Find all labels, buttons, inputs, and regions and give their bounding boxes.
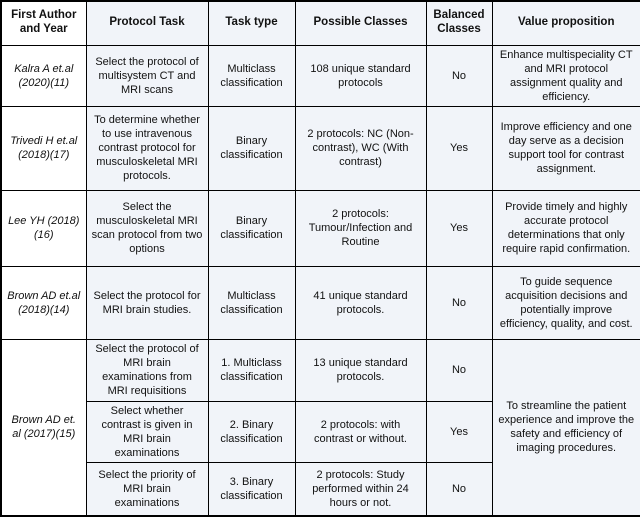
balanced-cell: Yes bbox=[426, 190, 492, 266]
task-cell: Select whether contrast is given in MRI brain examinations bbox=[86, 401, 208, 462]
balanced-cell: No bbox=[426, 266, 492, 339]
table-row-trivedi-2018 bbox=[1, 106, 640, 190]
col-header-value-proposition: Value proposition bbox=[492, 1, 640, 45]
type-cell: 1. Multiclass classification bbox=[208, 339, 295, 401]
author-cell: Lee YH (2018)(16) bbox=[1, 190, 86, 266]
task-cell: Select the protocol for MRI brain studies. bbox=[86, 266, 208, 339]
classes-cell: 13 unique standard protocols. bbox=[295, 339, 426, 401]
task-cell: Select the protocol of multisystem CT and MRI scans bbox=[86, 45, 208, 106]
task-cell: Select the protocol of MRI brain examinations from MRI requisitions bbox=[86, 339, 208, 401]
type-cell: 2. Binary classification bbox=[208, 401, 295, 462]
header-row bbox=[1, 1, 640, 45]
classes-cell: 2 protocols: with contrast or without. bbox=[295, 401, 426, 462]
col-header-task-type: Task type bbox=[208, 1, 295, 45]
task-cell: Select the musculoskeletal MRI scan protocol from two options bbox=[86, 190, 208, 266]
author-cell: Kalra A et.al (2020)(11) bbox=[1, 45, 86, 106]
table-row-lee-2018 bbox=[1, 190, 640, 266]
balanced-cell: Yes bbox=[426, 106, 492, 190]
classes-cell: 2 protocols: Study performed within 24 hours or not. bbox=[295, 463, 426, 516]
value-cell: Provide timely and highly accurate protocol determinations that only require rapid confirmation. bbox=[492, 190, 640, 266]
balanced-cell: No bbox=[426, 45, 492, 106]
classes-cell: 108 unique standard protocols bbox=[295, 45, 426, 106]
col-header-protocol-task: Protocol Task bbox=[86, 1, 208, 45]
author-cell: Brown AD et. al (2017)(15) bbox=[1, 339, 86, 515]
classes-cell: 41 unique standard protocols. bbox=[295, 266, 426, 339]
type-cell: 3. Binary classification bbox=[208, 463, 295, 516]
value-cell: To guide sequence acquisition decisions and potentially improve efficiency, quality, and cost. bbox=[492, 266, 640, 339]
balanced-cell: Yes bbox=[426, 401, 492, 462]
balanced-cell: No bbox=[426, 463, 492, 516]
balanced-cell: No bbox=[426, 339, 492, 401]
value-cell: Enhance multispeciality CT and MRI protocol assignment quality and efficiency. bbox=[492, 45, 640, 106]
type-cell: Multiclass classification bbox=[208, 266, 295, 339]
classes-cell: 2 protocols: Tumour/Infection and Routine bbox=[295, 190, 426, 266]
table-row-brown-2018 bbox=[1, 266, 640, 339]
author-cell: Brown AD et.al (2018)(14) bbox=[1, 266, 86, 339]
table-row-brown-2017-sub1 bbox=[1, 339, 640, 401]
col-header-balanced-classes: Balanced Classes bbox=[426, 1, 492, 45]
task-cell: To determine whether to use intravenous contrast protocol for musculoskeletal MRI protocols. bbox=[86, 106, 208, 190]
col-header-possible-classes: Possible Classes bbox=[295, 1, 426, 45]
type-cell: Multiclass classification bbox=[208, 45, 295, 106]
value-cell: To streamline the patient experience and improve the safety and efficiency of imaging procedures. bbox=[492, 339, 640, 515]
table-row-kalra-2020 bbox=[1, 45, 640, 106]
value-cell: Improve efficiency and one day serve as a decision support tool for contrast assignment. bbox=[492, 106, 640, 190]
task-cell: Select the priority of MRI brain examinations bbox=[86, 463, 208, 516]
type-cell: Binary classification bbox=[208, 190, 295, 266]
classes-cell: 2 protocols: NC (Non-contrast), WC (With contrast) bbox=[295, 106, 426, 190]
author-cell: Trivedi H et.al (2018)(17) bbox=[1, 106, 86, 190]
col-header-first-author-and-year: First Author and Year bbox=[1, 1, 86, 45]
type-cell: Binary classification bbox=[208, 106, 295, 190]
